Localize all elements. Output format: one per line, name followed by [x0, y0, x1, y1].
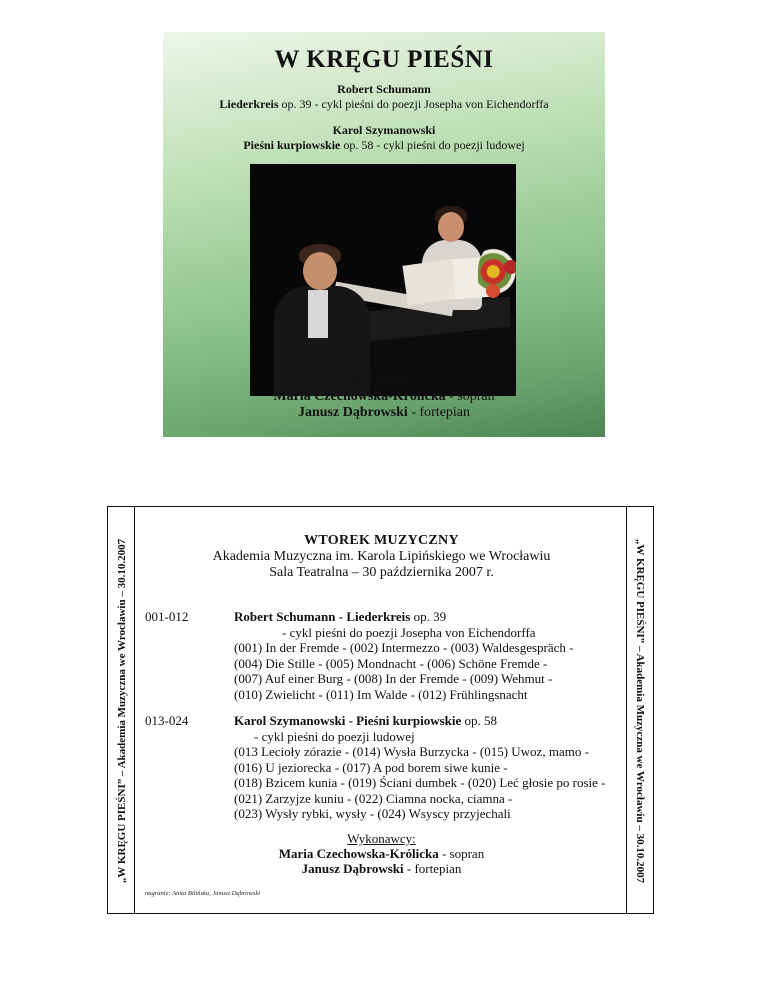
recording-credit: nagranie: Anita Bilińska, Janusz Dąbrowski: [145, 890, 261, 897]
cover-composer-szymanowski: Karol Szymanowski: [332, 123, 436, 137]
track-code: 001-012: [145, 609, 189, 624]
performers-photo: [250, 164, 516, 396]
track-line: (018) Bzicem kunia - (019) Ściani dumbek - (020) Leć głosie po rosie -: [234, 775, 606, 790]
spine-right: [626, 507, 653, 913]
back-hall-date: Sala Teatralna – 30 października 2007 r.: [269, 565, 494, 580]
cover-title: W KRĘGU PIEŚNI: [274, 46, 494, 73]
spine-left-text: „W KRĘGU PIEŚNI” – Akademia Muzyczna we Wrocławiu – 30.10.2007: [116, 538, 128, 884]
track-code: 013-024: [145, 713, 189, 728]
track-subtitle: - cykl pieśni do poezji Josepha von Eichendorffa: [282, 624, 536, 640]
back-performers: [135, 831, 628, 876]
cover-performer-soprano: Maria Czechowska-Królicka - sopran: [273, 389, 495, 404]
track-line: (023) Wysły rybki, wysły - (024) Wsyscy przyjechali: [234, 806, 511, 821]
track-line: (001) In der Fremde - (002) Intermezzo - (003) Waldesgespräch -: [234, 640, 574, 655]
cd-front-cover: [163, 32, 605, 437]
track-line: (004) Die Stille - (005) Mondnacht - (006) Schöne Fremde -: [234, 655, 548, 671]
track-title: Karol Szymanowski - Pieśni kurpiowskie op. 58: [234, 713, 498, 728]
spine-left: [108, 507, 135, 913]
back-header: [135, 533, 628, 581]
cover-work-liederkreis: Liederkreis op. 39 - cykl pieśni do poezji Josepha von Eichendorffa: [219, 97, 549, 111]
cover-performer-piano: Janusz Dąbrowski - fortepian: [297, 405, 471, 420]
back-performer-soprano: Maria Czechowska-Królicka - sopran: [278, 846, 485, 861]
cover-performers: [163, 373, 605, 421]
track-line: (016) U jeziorecka - (017) A pod borem siwe kunie -: [234, 759, 508, 775]
back-venue: Akademia Muzyczna im. Karola Lipińskiego we Wrocławiu: [212, 549, 551, 564]
cover-work-piesni-kurpiowskie: Pieśni kurpiowskie op. 58 - cykl pieśni do poezji ludowej: [243, 138, 525, 152]
track-title: Robert Schumann - Liederkreis op. 39: [234, 609, 447, 624]
track-line: (010) Zwielicht - (011) Im Walde - (012) Frühlingsnacht: [234, 686, 528, 702]
cover-composer-schumann: Robert Schumann: [337, 82, 431, 96]
back-performers-heading: Wykonawcy:: [347, 831, 416, 846]
cd-back-inlay: [107, 506, 654, 914]
track-line: (013 Lecioły zórazie - (014) Wysła Burzycka - (015) Uwoz, mamo -: [234, 744, 589, 759]
track-line: (007) Auf einer Burg - (008) In der Fremde - (009) Wehmut -: [234, 671, 553, 686]
track-line: (021) Zarzyjze kuniu - (022) Ciamna nocka, ciamna -: [234, 790, 513, 806]
track-subtitle: - cykl pieśni do poezji ludowej: [254, 728, 415, 744]
spine-right-text: „W KRĘGU PIEŚNI” – Akademia Muzyczna we Wrocławiu – 30.10.2007: [634, 538, 646, 884]
back-heading: WTOREK MUZYCZNY: [304, 533, 459, 548]
cover-performers-heading: Wykonawcy: [349, 373, 419, 388]
back-performer-piano: Janusz Dąbrowski - fortepian: [301, 861, 462, 876]
